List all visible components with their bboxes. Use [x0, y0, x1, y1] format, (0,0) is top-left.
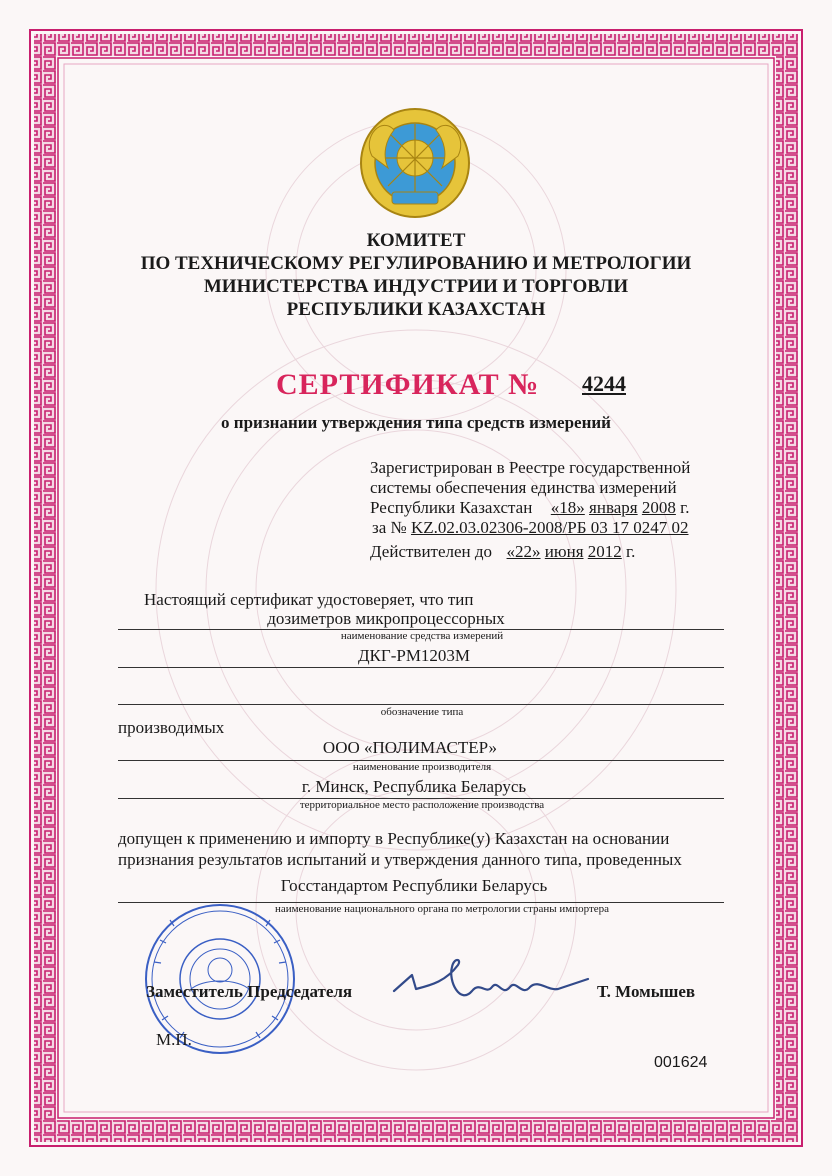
validity-line — [370, 542, 635, 562]
signatory-position: Заместитель Председателя — [146, 982, 353, 1001]
manufacturer-caption: наименование производителя — [352, 761, 492, 773]
certificate-intro: Настоящий сертификат удостоверяет, что тип — [144, 590, 474, 609]
type-designation: ДКГ-РМ1203М — [357, 646, 471, 665]
registration-country: Республики Казахстан — [370, 498, 533, 517]
registration-date-month: января — [589, 498, 638, 517]
divider-line — [118, 704, 724, 705]
certificate-title: СЕРТИФИКАТ № — [276, 368, 540, 401]
registration-date-year: 2008 — [641, 498, 676, 517]
registration-line-3 — [370, 498, 689, 518]
committee-subtitle-1: ПО ТЕХНИЧЕСКОМУ РЕГУЛИРОВАНИЮ И МЕТРОЛОГИИ — [140, 253, 692, 274]
registration-year-suffix: г. — [680, 498, 690, 517]
stamp-label: М.П. — [156, 1030, 192, 1049]
signatory-name: Т. Момышев — [597, 982, 696, 1001]
instrument-name: дозиметров микропроцессорных — [267, 609, 505, 628]
registration-number-prefix: за № — [372, 518, 407, 537]
authority-caption: наименование национального органа по метрологии страны импортера — [274, 903, 610, 915]
valid-until-day: «22» — [506, 542, 541, 561]
produced-label: производимых — [118, 718, 225, 737]
divider-line — [118, 667, 724, 668]
production-location: г. Минск, Республика Беларусь — [301, 777, 527, 796]
valid-until-suffix: г. — [626, 542, 636, 561]
valid-until-year: 2012 — [587, 542, 622, 561]
registration-line-1: Зарегистрирован в Реестре государственной — [370, 458, 691, 477]
serial-number: 001624 — [654, 1054, 708, 1071]
admission-line-2: признания результатов испытаний и утверждения данного типа, проведенных — [118, 850, 682, 869]
certificate-subtitle: о признании утверждения типа средств измерений — [221, 413, 611, 432]
admission-line-1: допущен к применению и импорту в Республике(у) Казахстан на основании — [118, 829, 670, 848]
state-emblem — [358, 106, 472, 220]
committee-subtitle-3: РЕСПУБЛИКИ КАЗАХСТАН — [286, 299, 546, 320]
valid-until-month: июня — [544, 542, 584, 561]
valid-until-label: Действителен до — [370, 542, 493, 561]
type-caption: обозначение типа — [380, 706, 464, 718]
registration-line-2: системы обеспечения единства измерений — [370, 478, 677, 497]
committee-title: КОМИТЕТ — [366, 230, 466, 251]
registration-date-day: «18» — [550, 498, 585, 517]
committee-subtitle-2: МИНИСТЕРСТВА ИНДУСТРИИ И ТОРГОВЛИ — [203, 276, 629, 297]
registration-number: KZ.02.03.02306-2008/РБ 03 17 0247 02 — [410, 518, 689, 537]
manufacturer-name: ООО «ПОЛИМАСТЕР» — [322, 738, 498, 757]
metrology-authority: Госстандартом Республики Беларусь — [280, 876, 548, 895]
certificate-number: 4244 — [582, 371, 626, 396]
registration-number-line — [372, 518, 689, 538]
location-caption: территориальное место расположение производства — [299, 799, 545, 811]
instrument-caption: наименование средства измерений — [340, 630, 504, 642]
handwritten-signature — [392, 955, 592, 1015]
